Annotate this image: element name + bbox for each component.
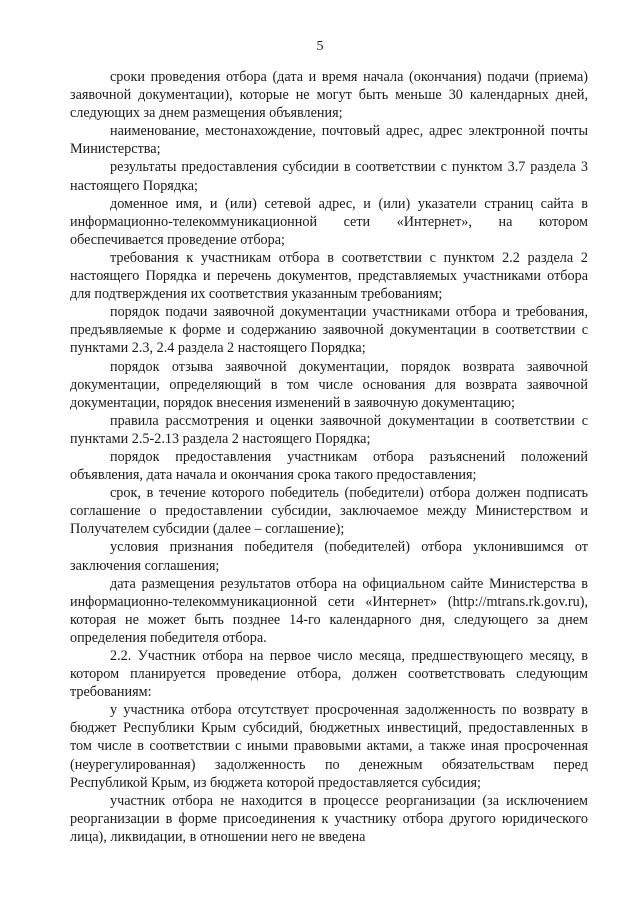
paragraph-clarifications: порядок предоставления участникам отбора разъяснений положений объявления, дата начала и окончания срока такого предоставления;: [70, 448, 588, 484]
paragraph-ministry-address: наименование, местонахождение, почтовый адрес, адрес электронной почты Министерства;: [70, 123, 588, 158]
paragraph-evasion-conditions: условия признания победителя (победителей) отбора уклонившимся от заключения соглашения;: [70, 539, 588, 574]
paragraph-evaluation-rules: правила рассмотрения и оценки заявочной документации в соответствии с пунктами 2.5-2.13 раздела 2 настоящего Порядка;: [70, 412, 588, 447]
paragraph-section-2-2: 2.2. Участник отбора на первое число месяца, предшествующего месяцу, в котором планируется проведение отбора, должен соответствовать следующим требованиям:: [70, 648, 588, 701]
paragraph-results-publication: дата размещения результатов отбора на официальном сайте Министерства в информационно-телекоммуникационной сети «Интернет» (http://mtrans.rk.gov.ru), которая не может быть позднее 14-го календарного дня, следующего за днем определения победителя отбора.: [70, 575, 588, 646]
paragraph-domain-name: доменное имя, и (или) сетевой адрес, и (или) указатели страниц сайта в информационно-телекоммуникационной сети «Интернет», на котором обеспечивается проведение отбора;: [70, 195, 588, 248]
paragraph-signing-deadline: срок, в течение которого победитель (победители) отбора должен подписать соглашение о предоставлении субсидии, заключаемое между Министерством и Получателем субсидии (далее – соглашение);: [70, 485, 588, 538]
paragraph-no-debt-requirement: у участника отбора отсутствует просроченная задолженность по возврату в бюджет Республики Крым субсидий, бюджетных инвестиций, предоставленных в том числе в соответствии с иными правовыми актами, а также иная просроченная (неурегулированная) задолженность по денежным обязательствам перед Республикой Крым, из бюджета которой предоставляется субсидия;: [70, 702, 588, 791]
paragraph-no-reorganization-requirement: участник отбора не находится в процессе реорганизации (за исключением реорганизации в форме присоединения к участнику отбора другого юридического лица), ликвидации, в отношении него не введена: [70, 792, 588, 845]
page-number: 5: [316, 39, 324, 54]
paragraph-submission-procedure: порядок подачи заявочной документации участниками отбора и требования, предъявляемые к форме и содержанию заявочной документации в соответствии с пунктами 2.3, 2.4 раздела 2 настоящего Порядка;: [70, 304, 588, 357]
paragraph-subsidy-results: результаты предоставления субсидии в соответствии с пунктом 3.7 раздела 3 настоящего Порядка;: [70, 159, 588, 194]
paragraph-selection-dates: сроки проведения отбора (дата и время начала (окончания) подачи (приема) заявочной документации), которые не могут быть меньше 30 календарных дней, следующих за днем размещения объявления;: [70, 69, 588, 122]
paragraph-participant-requirements: требования к участникам отбора в соответствии с пунктом 2.2 раздела 2 настоящего Порядка и перечень документов, представляемых участниками отбора для подтверждения их соответствия указанным требованиям;: [70, 249, 588, 303]
paragraph-withdrawal-procedure: порядок отзыва заявочной документации, порядок возврата заявочной документации, определяющий в том числе основания для возврата заявочной документации, порядок внесения изменений в заявочную документацию;: [70, 358, 588, 411]
page-body: [70, 68, 588, 846]
